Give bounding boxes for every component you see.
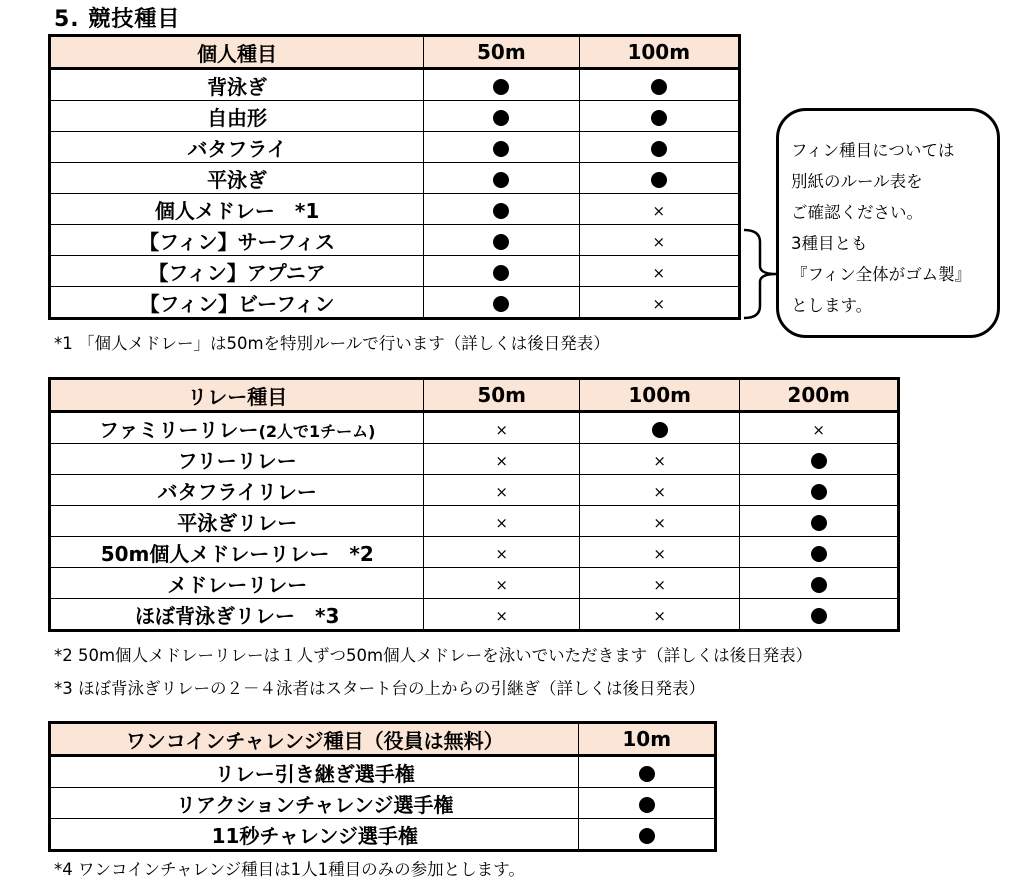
cell-50m xyxy=(424,194,579,225)
entry-available-dot-icon xyxy=(639,828,655,844)
entry-unavailable-cross-icon: × xyxy=(652,295,666,313)
event-name-label: フリーリレー xyxy=(177,448,297,473)
entry-available-dot-icon xyxy=(493,296,509,312)
event-name xyxy=(50,506,424,537)
cell-100m xyxy=(579,412,740,444)
event-name xyxy=(50,101,424,132)
table-row xyxy=(50,599,899,631)
event-name xyxy=(50,69,424,101)
cell-50m xyxy=(424,256,579,287)
event-name xyxy=(50,819,579,851)
entry-unavailable-cross-icon: × xyxy=(653,514,666,532)
cell-200m xyxy=(740,568,899,599)
table-header-row xyxy=(50,36,740,69)
entry-unavailable-cross-icon: × xyxy=(652,264,666,282)
column-header-50m: 50m xyxy=(424,36,579,69)
entry-available-dot-icon xyxy=(811,484,827,500)
cell-10m xyxy=(579,788,716,819)
table-row xyxy=(50,412,899,444)
entry-unavailable-cross-icon: × xyxy=(495,483,508,501)
entry-available-dot-icon xyxy=(651,79,667,95)
cell-50m xyxy=(424,225,579,256)
footnote-4: *4 ワンコインチャレンジ種目は1人1種目のみの参加とします。 xyxy=(54,860,525,879)
event-name-suffix: (2人で1チーム) xyxy=(258,421,376,441)
cell-50m xyxy=(424,475,579,506)
entry-available-dot-icon xyxy=(652,422,668,438)
entry-available-dot-icon xyxy=(493,265,509,281)
column-header-event: リレー種目 xyxy=(50,379,424,412)
cell-200m xyxy=(740,537,899,568)
event-name xyxy=(50,287,424,319)
table-row xyxy=(50,475,899,506)
cell-100m xyxy=(579,537,740,568)
callout-line: ご確認ください。 xyxy=(791,203,923,222)
cell-100m xyxy=(579,444,740,475)
cell-50m xyxy=(424,69,579,101)
table-row xyxy=(50,537,899,568)
event-name-label: ほぼ背泳ぎリレー *3 xyxy=(135,603,340,628)
column-header-200m: 200m xyxy=(740,379,899,412)
entry-unavailable-cross-icon: × xyxy=(495,452,508,470)
table-row xyxy=(50,287,740,319)
cell-100m xyxy=(579,256,739,287)
cell-50m xyxy=(424,132,579,163)
table-row xyxy=(50,444,899,475)
event-name xyxy=(50,412,424,444)
event-name-label: 50m個人メドレーリレー *2 xyxy=(100,541,374,566)
entry-unavailable-cross-icon: × xyxy=(495,576,508,594)
event-name xyxy=(50,788,579,819)
entry-unavailable-cross-icon: × xyxy=(495,421,508,439)
event-name-label: ファミリーリレー xyxy=(98,417,259,442)
cell-200m xyxy=(740,475,899,506)
table-row xyxy=(50,163,740,194)
table-row xyxy=(50,69,740,101)
cell-100m xyxy=(579,475,740,506)
column-header-10m: 10m xyxy=(579,723,716,756)
callout-line: 『フィン全体がゴム製』 xyxy=(791,265,972,284)
event-name xyxy=(50,475,424,506)
event-name-label: リアクションチャレンジ選手権 xyxy=(176,792,454,817)
table-row xyxy=(50,756,716,788)
table-row xyxy=(50,225,740,256)
cell-200m xyxy=(740,412,899,444)
cell-100m xyxy=(579,163,739,194)
cell-50m xyxy=(424,599,579,631)
event-name-label: 11秒チャレンジ選手権 xyxy=(211,823,418,848)
event-name xyxy=(50,225,424,256)
cell-10m xyxy=(579,819,716,851)
entry-unavailable-cross-icon: × xyxy=(652,202,666,220)
table-header-row xyxy=(50,723,716,756)
event-name-label: リレー引き継ぎ選手権 xyxy=(214,761,415,786)
column-header-100m: 100m xyxy=(579,379,740,412)
event-name xyxy=(50,132,424,163)
relay-events-table xyxy=(48,377,900,632)
event-name-label: 背泳ぎ xyxy=(207,74,268,99)
table-row xyxy=(50,101,740,132)
entry-available-dot-icon xyxy=(493,79,509,95)
cell-50m xyxy=(424,568,579,599)
cell-10m xyxy=(579,756,716,788)
entry-available-dot-icon xyxy=(493,172,509,188)
cell-200m xyxy=(740,444,899,475)
event-name-label: 平泳ぎ xyxy=(207,167,268,192)
brace-icon xyxy=(740,228,780,320)
cell-200m xyxy=(740,506,899,537)
cell-100m xyxy=(579,132,739,163)
callout-line: とします。 xyxy=(791,296,873,315)
fin-rules-callout xyxy=(776,108,1000,338)
column-header-event: ワンコインチャレンジ種目（役員は無料） xyxy=(50,723,579,756)
entry-unavailable-cross-icon: × xyxy=(652,233,666,251)
entry-unavailable-cross-icon: × xyxy=(653,607,666,625)
entry-available-dot-icon xyxy=(811,515,827,531)
cell-200m xyxy=(740,599,899,631)
cell-100m xyxy=(579,101,739,132)
cell-50m xyxy=(424,101,579,132)
entry-available-dot-icon xyxy=(651,110,667,126)
individual-events-table xyxy=(48,34,741,320)
entry-available-dot-icon xyxy=(493,141,509,157)
entry-unavailable-cross-icon: × xyxy=(495,514,508,532)
entry-available-dot-icon xyxy=(651,141,667,157)
table-header-row xyxy=(50,379,899,412)
event-name xyxy=(50,256,424,287)
event-name-label: 平泳ぎリレー xyxy=(177,510,298,535)
column-header-event: 個人種目 xyxy=(50,36,424,69)
entry-unavailable-cross-icon: × xyxy=(495,607,508,625)
cell-50m xyxy=(424,287,579,319)
event-name xyxy=(50,756,579,788)
event-name xyxy=(50,194,424,225)
callout-line: 別紙のルール表を xyxy=(791,172,923,191)
table-row xyxy=(50,132,740,163)
entry-available-dot-icon xyxy=(811,546,827,562)
table-row xyxy=(50,256,740,287)
cell-100m xyxy=(579,599,740,631)
event-name-label: 【フィン】サーフィス xyxy=(139,229,335,254)
event-name-label: メドレーリレー xyxy=(167,572,308,597)
footnote-3: *3 ほぼ背泳ぎリレーの２－４泳者はスタート台の上からの引継ぎ（詳しくは後日発表） xyxy=(54,679,705,698)
event-name xyxy=(50,444,424,475)
event-name-label: バタフライ xyxy=(187,136,287,161)
cell-50m xyxy=(424,444,579,475)
entry-unavailable-cross-icon: × xyxy=(495,545,508,563)
table-row xyxy=(50,568,899,599)
callout-line: 3種目とも xyxy=(791,234,868,253)
callout-line: フィン種目については xyxy=(791,141,955,160)
column-header-100m: 100m xyxy=(579,36,739,69)
section-title: 5. 競技種目 xyxy=(54,7,181,32)
column-header-50m: 50m xyxy=(424,379,579,412)
entry-available-dot-icon xyxy=(811,577,827,593)
entry-available-dot-icon xyxy=(651,172,667,188)
entry-unavailable-cross-icon: × xyxy=(653,545,666,563)
event-name-label: 【フィン】アプニア xyxy=(148,260,326,285)
entry-available-dot-icon xyxy=(493,234,509,250)
cell-100m xyxy=(579,287,739,319)
entry-available-dot-icon xyxy=(811,453,827,469)
cell-50m xyxy=(424,537,579,568)
cell-50m xyxy=(424,163,579,194)
entry-available-dot-icon xyxy=(811,608,827,624)
one-coin-challenge-table xyxy=(48,721,717,852)
cell-100m xyxy=(579,69,739,101)
event-name xyxy=(50,599,424,631)
entry-unavailable-cross-icon: × xyxy=(812,421,825,439)
event-name-label: バタフライリレー xyxy=(157,479,317,504)
entry-available-dot-icon xyxy=(493,203,509,219)
event-name-label: 【フィン】ビーフィン xyxy=(139,291,335,316)
table-row xyxy=(50,506,899,537)
event-name xyxy=(50,163,424,194)
footnote-1: *1 「個人メドレー」は50mを特別ルールで行います（詳しくは後日発表） xyxy=(54,334,610,353)
event-name-label: 個人メドレー *1 xyxy=(154,198,320,223)
cell-100m xyxy=(579,194,739,225)
cell-100m xyxy=(579,225,739,256)
footnote-2: *2 50m個人メドレーリレーは１人ずつ50m個人メドレーを泳いでいただきます（詳しくは後日発表） xyxy=(54,646,813,665)
cell-100m xyxy=(579,568,740,599)
cell-100m xyxy=(579,506,740,537)
event-name-label: 自由形 xyxy=(207,105,268,130)
table-row xyxy=(50,194,740,225)
cell-50m xyxy=(424,506,579,537)
entry-unavailable-cross-icon: × xyxy=(653,452,666,470)
entry-unavailable-cross-icon: × xyxy=(653,576,666,594)
entry-available-dot-icon xyxy=(639,766,655,782)
entry-available-dot-icon xyxy=(639,797,655,813)
entry-available-dot-icon xyxy=(493,110,509,126)
table-row xyxy=(50,819,716,851)
entry-unavailable-cross-icon: × xyxy=(653,483,666,501)
event-name xyxy=(50,537,424,568)
event-name xyxy=(50,568,424,599)
table-row xyxy=(50,788,716,819)
cell-50m xyxy=(424,412,579,444)
